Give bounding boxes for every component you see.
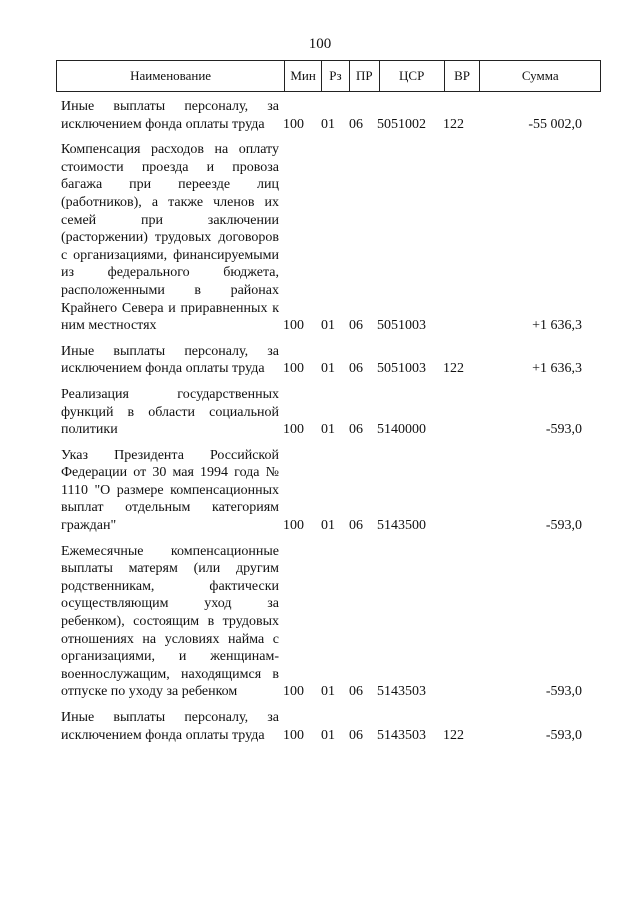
row-pr: 06: [349, 116, 363, 132]
row-rz: 01: [321, 684, 335, 700]
row-sum: +1 636,3: [532, 361, 582, 377]
row-min: 100: [283, 361, 304, 377]
row-csr: 5051002: [377, 116, 426, 132]
row-csr: 5143500: [377, 518, 426, 534]
table-row: [56, 543, 601, 701]
row-min: 100: [283, 318, 304, 334]
header-sum: Сумма: [521, 68, 559, 83]
row-name: Реализация государственных функций в области социальной политики: [61, 386, 279, 438]
row-csr: 5051003: [377, 318, 426, 334]
row-sum: -593,0: [545, 684, 582, 700]
row-rz: 01: [321, 318, 335, 334]
row-name: Иные выплаты персоналу, за исключением фонда оплаты труда: [61, 710, 279, 743]
header-vr: ВР: [445, 61, 481, 91]
table-row: [56, 98, 601, 133]
row-sum: +1 636,3: [532, 318, 582, 334]
row-rz: 01: [321, 518, 335, 534]
row-csr: 5143503: [377, 684, 426, 700]
row-min: 100: [283, 422, 304, 438]
table-row: [56, 343, 601, 378]
table-row: [56, 141, 601, 335]
header-pr: ПР: [350, 61, 380, 91]
row-min: 100: [283, 727, 304, 743]
row-vr: 122: [443, 361, 464, 377]
row-name: Иные выплаты персоналу, за исключением фонда оплаты труда: [61, 99, 279, 132]
row-sum: -593,0: [545, 422, 582, 438]
table-header: [56, 60, 601, 92]
table-body: [56, 98, 601, 752]
header-rz: Рз: [322, 61, 350, 91]
row-name: Иные выплаты персоналу, за исключением фонда оплаты труда: [61, 343, 279, 377]
row-pr: 06: [349, 361, 363, 377]
row-pr: 06: [349, 318, 363, 334]
table-row: [56, 386, 601, 439]
row-pr: 06: [349, 727, 363, 743]
row-rz: 01: [321, 727, 335, 743]
row-sum: -593,0: [545, 518, 582, 534]
row-min: 100: [283, 684, 304, 700]
header-name: Наименование: [57, 61, 285, 91]
row-csr: 5051003: [377, 361, 426, 377]
row-name: Ежемесячные компенсационные выплаты матерям (или другим родственникам, фактически осуществляющим уход за ребенком), состоящим в трудовых отношениях на условиях найма с организациями, и женщинам-военнослужащим, находящимся в отпуске по уходу за ребенком: [61, 543, 279, 700]
table-row: [56, 709, 601, 744]
page-number: 100: [308, 36, 332, 52]
row-vr: 122: [443, 116, 464, 132]
row-rz: 01: [321, 422, 335, 438]
row-csr: 5143503: [377, 727, 426, 743]
row-pr: 06: [349, 518, 363, 534]
table-row: [56, 447, 601, 535]
row-pr: 06: [349, 422, 363, 438]
row-vr: 122: [443, 727, 464, 743]
row-rz: 01: [321, 361, 335, 377]
row-name: Компенсация расходов на оплату стоимости проезда и провоза багажа при переезде лиц (работников), а также членов их семей при заключении (расторжении) трудовых договоров с организациями, финансируемыми из федерального бюджета, расположенными в районах Крайнего Севера и приравненных к ним местностях: [61, 142, 279, 334]
row-min: 100: [283, 116, 304, 132]
header-csr: ЦСР: [380, 61, 445, 91]
row-min: 100: [283, 518, 304, 534]
row-sum: -593,0: [545, 727, 582, 743]
row-pr: 06: [349, 684, 363, 700]
row-csr: 5140000: [377, 422, 426, 438]
row-sum: -55 002,0: [528, 116, 582, 132]
row-name: Указ Президента Российской Федерации от 30 мая 1994 года № 1110 "О размере компенсационных выплат отдельным категориям граждан": [61, 447, 279, 534]
header-min: Мин: [285, 61, 322, 91]
row-rz: 01: [321, 116, 335, 132]
